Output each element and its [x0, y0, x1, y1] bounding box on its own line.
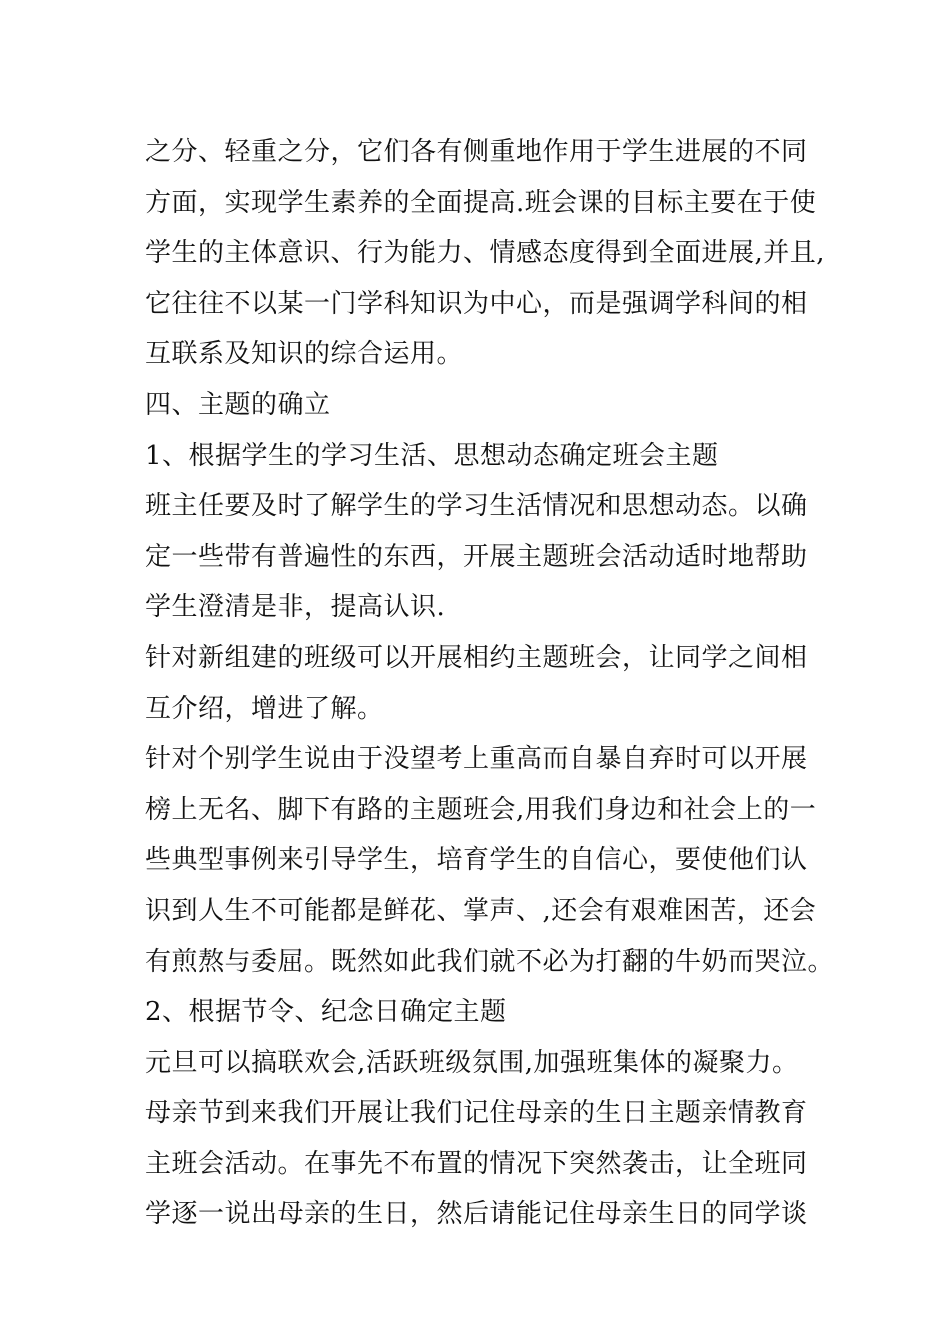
text-line: 学生的主体意识、行为能力、情感态度得到全面进展,并且,: [145, 238, 826, 269]
text-line: 榜上无名、脚下有路的主题班会,用我们身边和社会上的一: [145, 794, 817, 825]
subsection-heading: 1、根据学生的学习生活、思想动态确定班会主题: [145, 440, 719, 471]
text-line: 互介绍，增进了解。: [145, 693, 384, 724]
text-line: 母亲节到来我们开展让我们记住母亲的生日主题亲情教育: [145, 1098, 808, 1129]
text-line: 识到人生不可能都是鲜花、掌声、,还会有艰难困苦，还会: [145, 895, 817, 926]
text-line: 之分、轻重之分，它们各有侧重地作用于学生进展的不同: [145, 137, 808, 167]
text-line: 学逐一说出母亲的生日，然后请能记住母亲生日的同学谈: [145, 1199, 808, 1230]
text-line: 班主任要及时了解学生的学习生活情况和思想动态。以确: [145, 491, 808, 522]
section-heading: 四、主题的确立: [145, 389, 331, 420]
text-line: 互联系及知识的综合运用。: [145, 339, 464, 370]
text-line: 些典型事例来引导学生，培育学生的自信心，要使他们认: [145, 845, 808, 876]
text-line: 元旦可以搞联欢会,活跃班级氛围,加强班集体的凝聚力。: [145, 1047, 799, 1078]
text-line: 主班会活动。在事先不布置的情况下突然袭击，让全班同: [145, 1148, 808, 1179]
text-line: 针对新组建的班级可以开展相约主题班会，让同学之间相: [145, 642, 808, 673]
text-line: 学生澄清是非，提高认识.: [145, 592, 446, 623]
text-line: 方面，实现学生素养的全面提高.班会课的目标主要在于使: [145, 187, 817, 218]
subsection-heading: 2、根据节令、纪念日确定主题: [145, 997, 507, 1028]
text-line: 定一些带有普遍性的东西，开展主题班会活动适时地帮助: [145, 541, 808, 572]
document-body: [145, 127, 835, 1240]
text-line: 针对个别学生说由于没望考上重高而自暴自弃时可以开展: [145, 744, 808, 775]
text-line: 它往往不以某一门学科知识为中心，而是强调学科间的相: [145, 288, 808, 319]
text-line: 有煎熬与委屈。既然如此我们就不必为打翻的牛奶而哭泣。: [145, 946, 835, 977]
